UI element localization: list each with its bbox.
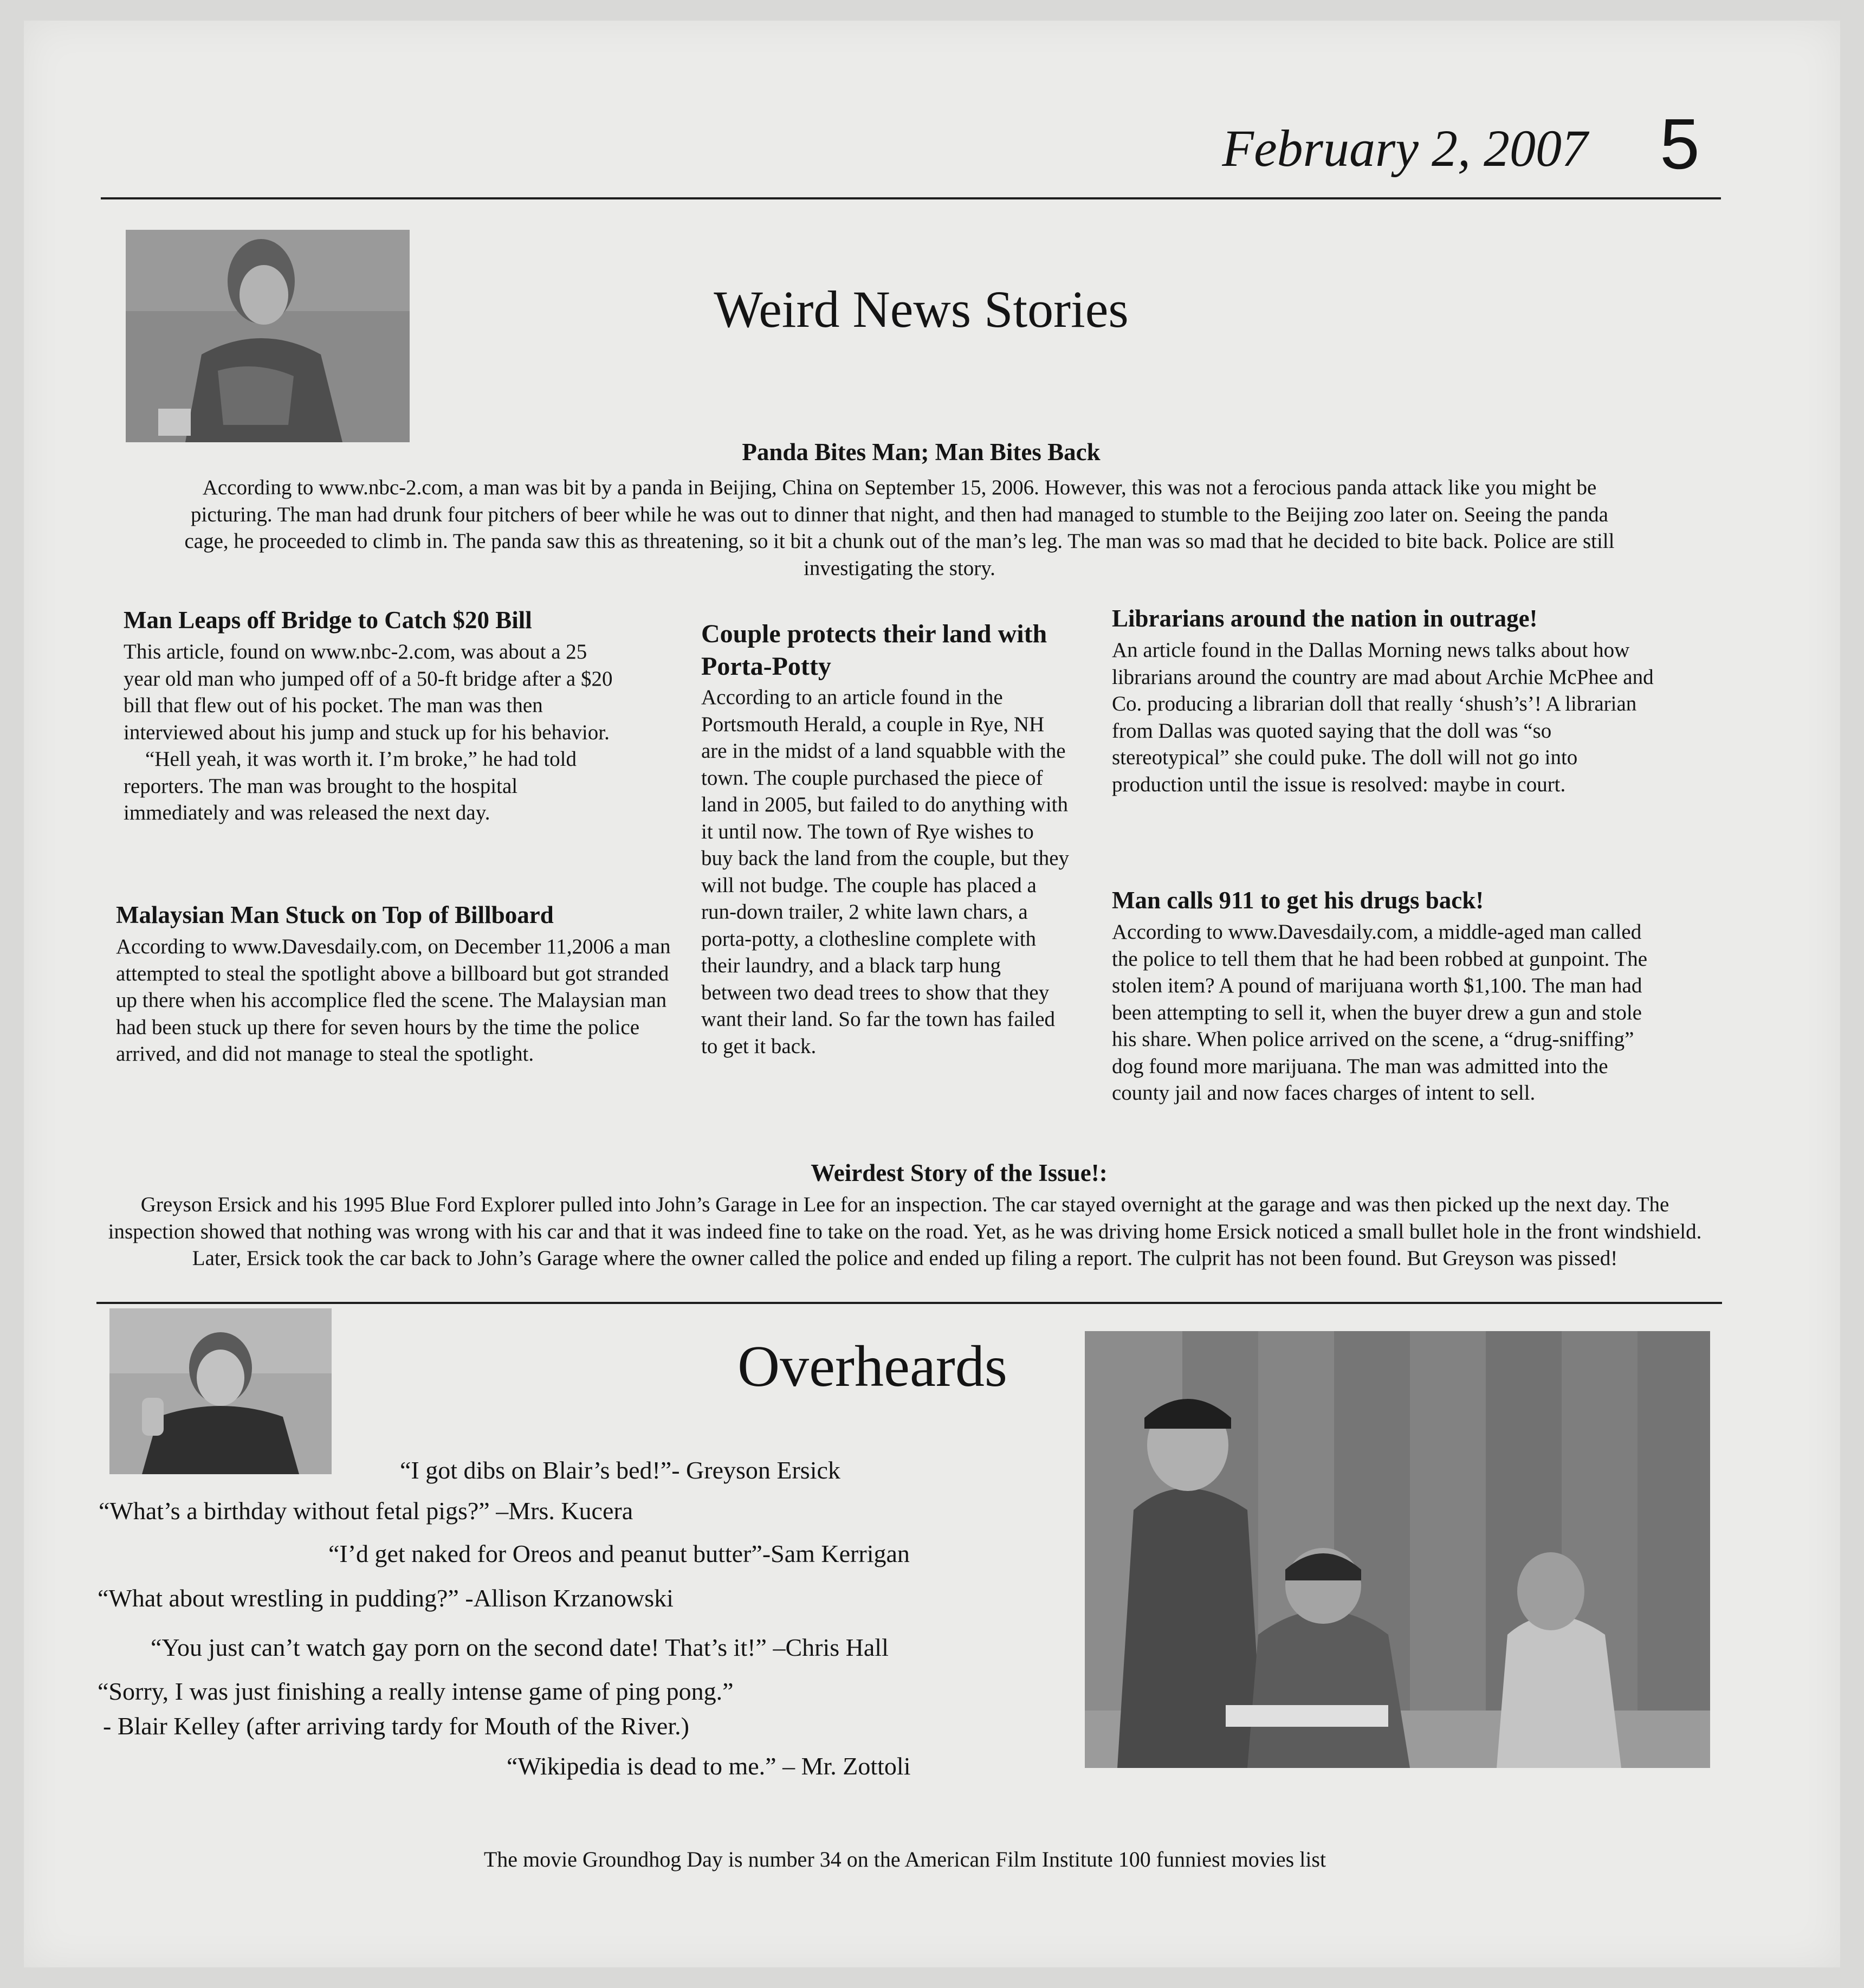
porta-potty-headline: Couple protects their land with Porta-Potty [701, 619, 1047, 681]
photo-laughing-girl [126, 230, 410, 442]
quote-3: “I’d get naked for Oreos and peanut butter”-Sam Kerrigan [328, 1540, 910, 1567]
panda-headline: Panda Bites Man; Man Bites Back [742, 438, 1101, 466]
weirdest-headline: Weirdest Story of the Issue!: [811, 1159, 1108, 1186]
photo-thumbs-up-girl [109, 1308, 332, 1474]
drugs-body: According to www.Davesdaily.com, a middle-aged man called the police to tell them that he had been robbed at gunpoint. The stolen item? A pound of marijuana worth $1,100. The man had been attempting to sell it, when the buyer drew a gun and stole his share. When police arrived on the scene, a “drug-sniffing” dog found more marijuana. The man was admitted into the county jail and now faces charges of intent to sell. [1112, 920, 1648, 1105]
librarians-headline: Librarians around the nation in outrage! [1112, 605, 1538, 632]
porta-potty-body: According to an article found in the Portsmouth Herald, a couple in Rye, NH are in the midst of a land squabble with the town. The couple purchased the piece of land in 2005, but failed to do anything with it until now. The town of Rye wishes to buy back the land from the couple, but they will not budge. The couple has placed a run-down trailer, 2 white lawn chars, a porta-potty, a clothesline complete with their laundry, and a black tarp hung between two dead trees to show that they want their land. So far the town has failed to get it back. [701, 686, 1070, 1058]
page-number: 5 [1660, 104, 1700, 184]
section-rule [96, 1302, 1722, 1304]
photo-students-at-lockers [1085, 1331, 1710, 1768]
bridge-headline: Man Leaps off Bridge to Catch $20 Bill [124, 606, 532, 634]
drugs-headline: Man calls 911 to get his drugs back! [1112, 887, 1484, 914]
billboard-headline: Malaysian Man Stuck on Top of Billboard [116, 901, 554, 928]
panda-body: According to www.nbc-2.com, a man was bit by a panda in Beijing, China on September 15, 2006. However, this was not a ferocious panda attack like you might be picturing. The man had drunk four pitchers of beer while he was out to dinner that night, and then had managed to stumble to the Beijing zoo later on. Seeing the panda cage, he proceeded to climb in. The panda saw this as threatening, so it bit a chunk out of the man’s leg. The man was so mad that he decided to bite back. Police are still investigating the story. [184, 476, 1615, 580]
quote-1: “I got dibs on Blair’s bed!”- Greyson Ersick [400, 1456, 840, 1484]
quote-5: “You just can’t watch gay porn on the second date! That’s it!” –Chris Hall [151, 1634, 889, 1661]
bridge-para-2: “Hell yeah, it was worth it. I’m broke,” he had told reporters. The man was brought to the hospital immediately and was released the next day. [124, 747, 577, 824]
librarians-body: An article found in the Dallas Morning news talks about how librarians around the country are mad about Archie McPhee and Co. producing a librarian doll that really ‘shush’s’! A librarian from Dallas was quoted saying that the doll was “so stereotypical” she could puke. The doll will not go into production until the issue is resolved: maybe in court. [1112, 638, 1654, 796]
bridge-para-1: This article, found on www.nbc-2.com, was about a 25 year old man who jumped off of a 50-ft bridge after a $20 bill that flew out of his pocket. The man was then interviewed about his jump and stuck up for his behavior. [124, 640, 613, 744]
quote-6-attribution: - Blair Kelley (after arriving tardy for Mouth of the River.) [103, 1712, 689, 1740]
issue-date: February 2, 2007 [1222, 119, 1588, 177]
weird-news-title: Weird News Stories [714, 280, 1129, 338]
weirdest-body: Greyson Ersick and his 1995 Blue Ford Explorer pulled into John’s Garage in Lee for an inspection. The car stayed overnight at the garage and was then picked up the next day. The inspection showed that nothing was wrong with his car and that it was indeed fine to take on the road. Yet, as he was driving home Ersick noticed a small bullet hole in the front windshield. Later, Ersick took the car back to John’s Garage where the owner called the police and ended up filing a report. The culprit has not been found. But Greyson was pissed! [108, 1193, 1702, 1270]
bridge-article [124, 638, 617, 827]
quote-4: “What about wrestling in pudding?” -Allison Krzanowski [98, 1584, 674, 1612]
footer-caption: The movie Groundhog Day is number 34 on the American Film Institute 100 funniest movies list [483, 1847, 1326, 1871]
billboard-body: According to www.Davesdaily.com, on December 11,2006 a man attempted to steal the spotlight above a billboard but got stranded up there when his accomplice fled the scene. The Malaysian man had been stuck up there for seven hours by the time the police arrived, and did not manage to steal the spotlight. [116, 935, 671, 1066]
header-rule [101, 197, 1721, 199]
quote-2: “What’s a birthday without fetal pigs?” –Mrs. Kucera [99, 1497, 633, 1525]
quote-6: “Sorry, I was just finishing a really intense game of ping pong.” [98, 1677, 734, 1705]
quote-7: “Wikipedia is dead to me.” – Mr. Zottoli [507, 1752, 911, 1780]
overheards-title: Overheards [737, 1334, 1007, 1399]
